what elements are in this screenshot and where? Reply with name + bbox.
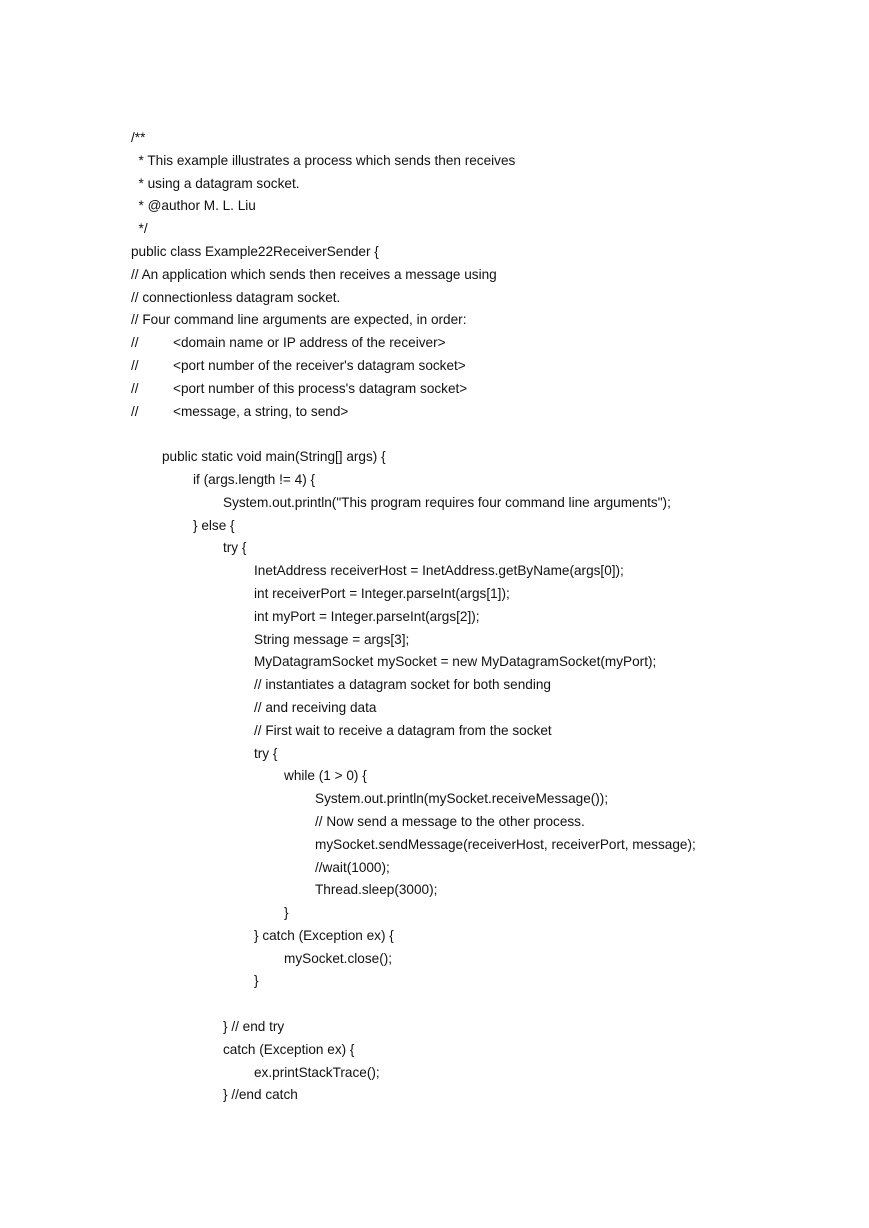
code-line [131,651,831,674]
code-text: public static void main(String[] args) { [162,449,386,465]
code-line [131,606,831,629]
code-line [131,241,831,264]
code-text: System.out.println(mySocket.receiveMessage()); [315,791,609,807]
code-line [131,515,831,538]
code-line [131,1039,831,1062]
code-line [131,970,831,993]
comment-prefix: // [131,335,139,351]
code-text: } [254,973,259,989]
code-text: mySocket.sendMessage(receiverHost, receiverPort, message); [315,836,696,852]
code-line [131,560,831,583]
code-line [131,811,831,834]
code-text: mySocket.close(); [284,950,393,966]
code-text: public class Example22ReceiverSender { [131,243,379,259]
code-text: <domain name or IP address of the receiver> [173,335,446,351]
code-text: int myPort = Integer.parseInt(args[2]); [254,608,480,624]
code-line [131,423,831,446]
code-text: */ [131,221,148,237]
code-line [131,1062,831,1085]
code-text: // instantiates a datagram socket for both sending [254,677,551,693]
comment-prefix: // [131,380,139,396]
code-line [131,788,831,811]
code-line [131,150,831,173]
code-text: <message, a string, to send> [173,403,349,419]
code-line [131,1084,831,1107]
code-text: } // end try [223,1019,285,1035]
code-text: try { [254,745,278,761]
code-line [131,287,831,310]
code-line [131,355,831,378]
code-text: <port number of the receiver's datagram socket> [173,357,466,373]
code-line [131,218,831,241]
code-line [131,127,831,150]
code-text: System.out.println("This program requires four command line arguments"); [223,494,671,510]
code-line [131,697,831,720]
code-line [131,537,831,560]
code-line [131,743,831,766]
code-text: * using a datagram socket. [131,175,300,191]
code-text: // and receiving data [254,699,377,715]
code-line [131,309,831,332]
code-line [131,446,831,469]
code-text: } catch (Exception ex) { [254,927,394,943]
code-line [131,902,831,925]
code-line [131,1016,831,1039]
code-text: // Now send a message to the other process. [315,813,585,829]
code-line [131,925,831,948]
code-line [131,834,831,857]
code-text: Thread.sleep(3000); [315,882,438,898]
code-text: InetAddress receiverHost = InetAddress.getByName(args[0]); [254,563,624,579]
code-text: int receiverPort = Integer.parseInt(args[1]); [254,585,510,601]
code-listing [131,127,831,1107]
code-line [131,378,831,401]
code-text: //wait(1000); [315,859,390,875]
code-text: <port number of this process's datagram socket> [173,380,468,396]
code-line [131,401,831,424]
code-text: if (args.length != 4) { [193,471,316,487]
code-line [131,948,831,971]
code-text: } [284,905,289,921]
code-line [131,993,831,1016]
comment-prefix: // [131,403,139,419]
code-text: while (1 > 0) { [284,768,367,784]
code-line [131,264,831,287]
code-line [131,765,831,788]
code-text: ex.printStackTrace(); [254,1064,380,1080]
code-line [131,720,831,743]
code-text: catch (Exception ex) { [223,1041,355,1057]
code-text: * This example illustrates a process which sends then receives [131,152,516,168]
code-line [131,629,831,652]
code-text: } //end catch [223,1087,298,1103]
code-line [131,492,831,515]
code-text: } else { [193,517,235,533]
code-text: * @author M. L. Liu [131,198,256,214]
code-text: // connectionless datagram socket. [131,289,341,305]
code-text: /** [131,130,146,145]
code-line [131,583,831,606]
code-text: // An application which sends then receives a message using [131,266,497,282]
code-line [131,469,831,492]
code-line [131,173,831,196]
code-text: String message = args[3]; [254,631,410,647]
code-line [131,879,831,902]
code-text: MyDatagramSocket mySocket = new MyDatagramSocket(myPort); [254,654,657,670]
code-line [131,857,831,880]
code-text: // First wait to receive a datagram from the socket [254,722,552,738]
code-line [131,332,831,355]
code-line [131,195,831,218]
code-text: // Four command line arguments are expected, in order: [131,312,467,328]
comment-prefix: // [131,357,139,373]
code-text: try { [223,540,247,556]
code-line [131,674,831,697]
